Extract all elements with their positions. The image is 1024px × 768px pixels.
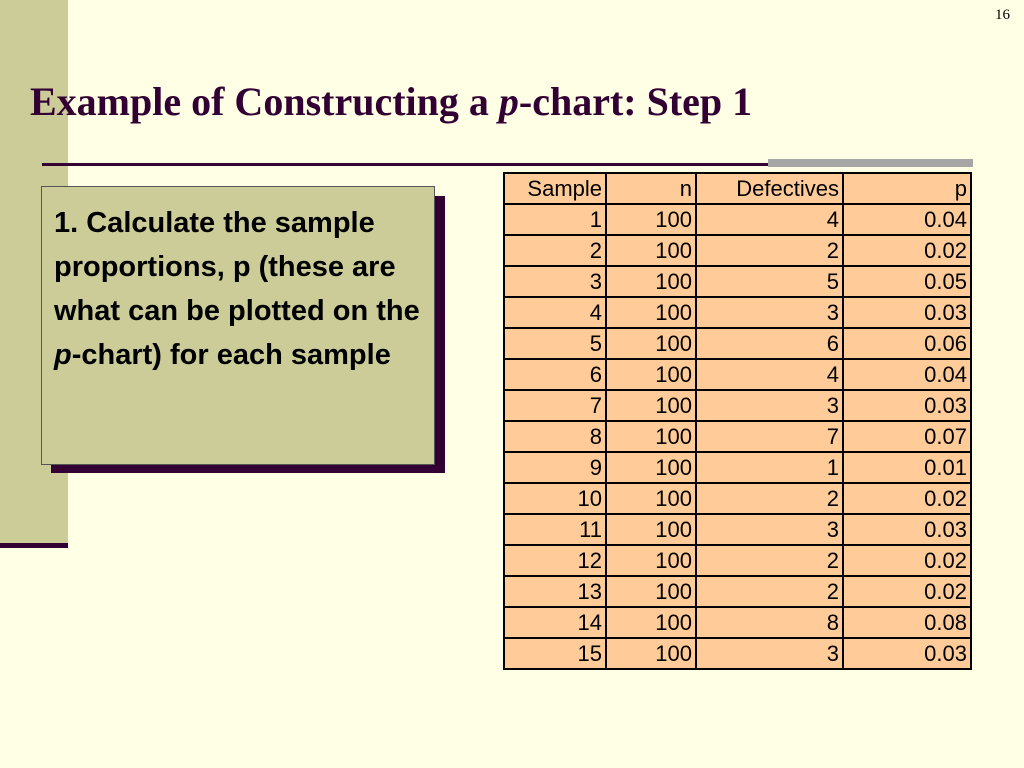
cell-sample: 14 — [504, 607, 606, 638]
table-row — [504, 576, 971, 607]
table-row — [504, 452, 971, 483]
cell-sample: 10 — [504, 483, 606, 514]
callout-text-end: -chart) for each sample — [71, 339, 391, 371]
table-row — [504, 514, 971, 545]
table-header-row — [504, 173, 971, 204]
cell-sample: 1 — [504, 204, 606, 235]
cell-n: 100 — [606, 452, 696, 483]
cell-p: 0.02 — [843, 483, 971, 514]
cell-n: 100 — [606, 204, 696, 235]
left-accent-underline — [0, 543, 68, 548]
page-title — [30, 78, 752, 125]
title-divider-accent — [768, 159, 973, 167]
table-row — [504, 235, 971, 266]
cell-defectives: 4 — [696, 204, 843, 235]
cell-p: 0.04 — [843, 359, 971, 390]
cell-n: 100 — [606, 359, 696, 390]
cell-n: 100 — [606, 638, 696, 669]
table-row — [504, 328, 971, 359]
data-table — [503, 172, 972, 670]
cell-p: 0.04 — [843, 204, 971, 235]
cell-p: 0.08 — [843, 607, 971, 638]
table-row — [504, 421, 971, 452]
cell-sample: 12 — [504, 545, 606, 576]
cell-defectives: 6 — [696, 328, 843, 359]
cell-p: 0.02 — [843, 545, 971, 576]
cell-p: 0.03 — [843, 390, 971, 421]
table-row — [504, 297, 971, 328]
callout-italic: p — [54, 339, 72, 371]
cell-sample: 8 — [504, 421, 606, 452]
header-sample: Sample — [504, 173, 606, 204]
cell-n: 100 — [606, 390, 696, 421]
cell-sample: 4 — [504, 297, 606, 328]
cell-defectives: 3 — [696, 638, 843, 669]
cell-sample: 2 — [504, 235, 606, 266]
cell-defectives: 3 — [696, 514, 843, 545]
cell-p: 0.02 — [843, 235, 971, 266]
data-table-container — [503, 172, 972, 670]
cell-defectives: 2 — [696, 545, 843, 576]
table-row — [504, 545, 971, 576]
cell-defectives: 8 — [696, 607, 843, 638]
cell-defectives: 7 — [696, 421, 843, 452]
cell-n: 100 — [606, 421, 696, 452]
cell-p: 0.01 — [843, 452, 971, 483]
cell-defectives: 1 — [696, 452, 843, 483]
cell-defectives: 5 — [696, 266, 843, 297]
cell-sample: 15 — [504, 638, 606, 669]
cell-p: 0.02 — [843, 576, 971, 607]
table-row — [504, 266, 971, 297]
cell-defectives: 2 — [696, 235, 843, 266]
cell-defectives: 2 — [696, 576, 843, 607]
cell-sample: 13 — [504, 576, 606, 607]
cell-n: 100 — [606, 328, 696, 359]
cell-sample: 9 — [504, 452, 606, 483]
cell-n: 100 — [606, 235, 696, 266]
page-number: 16 — [995, 7, 1010, 23]
cell-n: 100 — [606, 607, 696, 638]
table-row — [504, 638, 971, 669]
table-row — [504, 390, 971, 421]
cell-n: 100 — [606, 483, 696, 514]
cell-p: 0.05 — [843, 266, 971, 297]
cell-p: 0.03 — [843, 638, 971, 669]
cell-p: 0.03 — [843, 514, 971, 545]
cell-p: 0.07 — [843, 421, 971, 452]
cell-defectives: 3 — [696, 390, 843, 421]
cell-defectives: 4 — [696, 359, 843, 390]
table-body — [504, 204, 971, 669]
cell-defectives: 3 — [696, 297, 843, 328]
header-n: n — [606, 173, 696, 204]
cell-p: 0.03 — [843, 297, 971, 328]
cell-n: 100 — [606, 576, 696, 607]
cell-p: 0.06 — [843, 328, 971, 359]
cell-sample: 6 — [504, 359, 606, 390]
table-row — [504, 359, 971, 390]
cell-sample: 5 — [504, 328, 606, 359]
table-row — [504, 607, 971, 638]
cell-n: 100 — [606, 266, 696, 297]
title-prefix: Example of Constructing a — [30, 79, 499, 124]
title-divider — [42, 163, 772, 166]
title-italic: p — [498, 79, 519, 124]
cell-n: 100 — [606, 514, 696, 545]
cell-defectives: 2 — [696, 483, 843, 514]
cell-n: 100 — [606, 297, 696, 328]
header-p: p — [843, 173, 971, 204]
title-suffix: -chart: Step 1 — [518, 79, 753, 124]
table-row — [504, 204, 971, 235]
callout-text: 1. Calculate the sample proportions, p (these are what can be plotted on the — [54, 207, 420, 327]
cell-sample: 11 — [504, 514, 606, 545]
header-defectives: Defectives — [696, 173, 843, 204]
cell-sample: 7 — [504, 390, 606, 421]
cell-n: 100 — [606, 545, 696, 576]
callout-box — [41, 186, 435, 465]
cell-sample: 3 — [504, 266, 606, 297]
table-row — [504, 483, 971, 514]
